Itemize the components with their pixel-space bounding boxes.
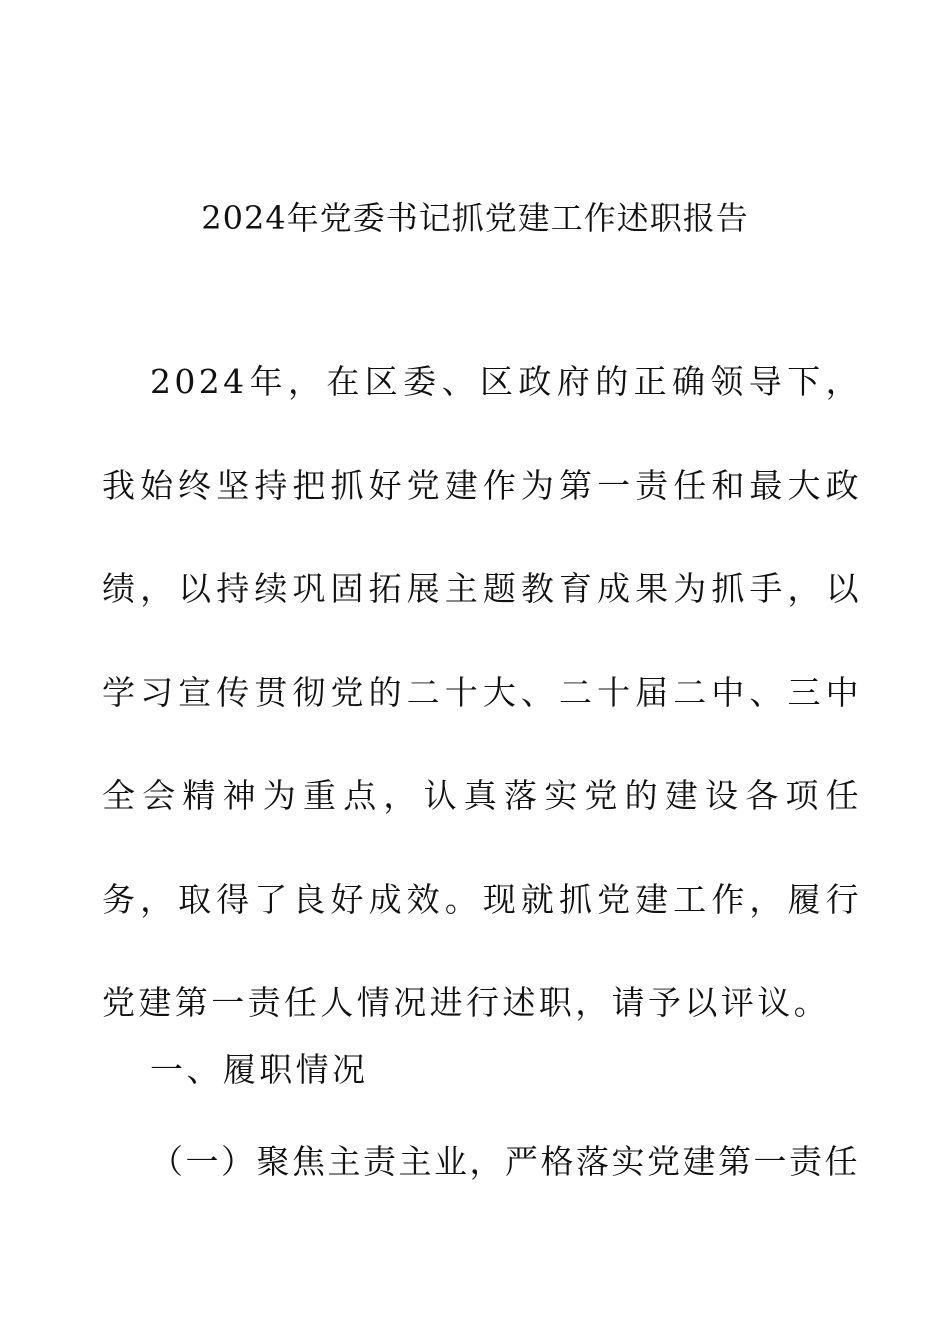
section-heading-1: 一、履职情况 <box>150 1050 369 1089</box>
document-title: 2024年党委书记抓党建工作述职报告 <box>201 199 749 237</box>
intro-paragraph: 2024年，在区委、区政府的正确领导下，我始终坚持把抓好党建作为第一责任和最大政绩，以持续巩固拓展主题教育成果为抓手，以学习宣传贯彻党的二十大、二十届二中、三中全会精神为重点，认真落实党的建设各项任务，取得了良好成效。现就抓党建工作，履行党建第一责任人情况进行述职，请予以评议。 <box>102 362 862 1022</box>
subsection-heading-1: （一）聚焦主责主业，严格落实党建第一责任 <box>150 1142 860 1181</box>
